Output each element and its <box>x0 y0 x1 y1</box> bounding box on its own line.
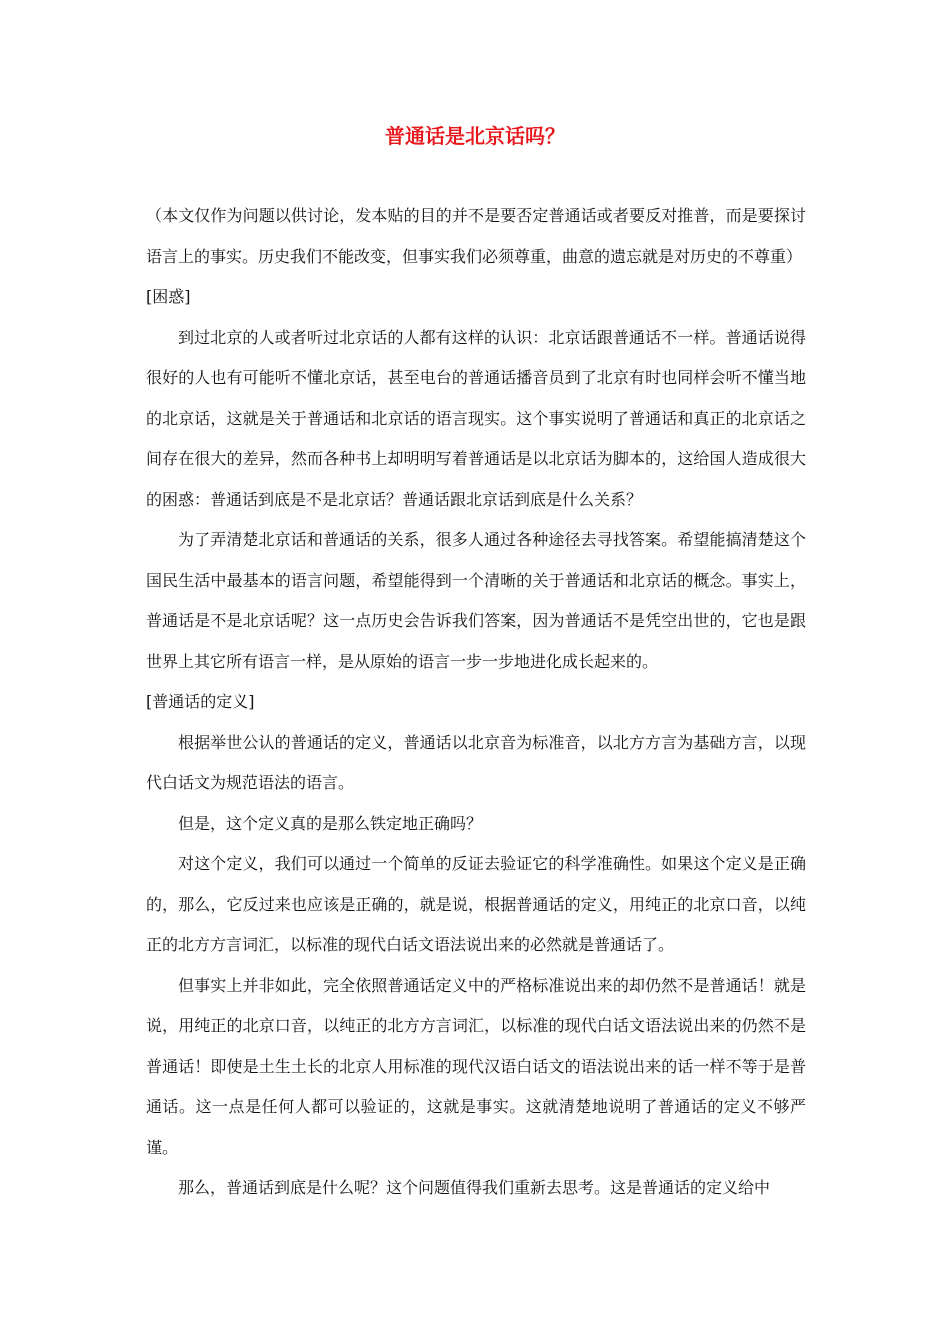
section-heading-definition: [普通话的定义] <box>146 692 255 711</box>
body-paragraph: 根据举世公认的普通话的定义，普通话以北京音为标准音，以北方方言为基础方言，以现代白话文为规范语法的语言。 <box>146 732 806 792</box>
body-paragraph: 到过北京的人或者听过北京话的人都有这样的认识：北京话跟普通话不一样。普通话说得很好的人也有可能听不懂北京话，甚至电台的普通话播音员到了北京有时也同样会听不懂当地的北京话，这就是关于普通话和北京话的语言现实。这个事实说明了普通话和真正的北京话之间存在很大的差异，然而各种书上却明明写着普通话是以北京话为脚本的，这给国人造成很大的困惑：普通话到底是不是北京话？普通话跟北京话到底是什么关系？ <box>146 327 806 509</box>
body-paragraph: 但是，这个定义真的是那么铁定地正确吗？ <box>178 813 483 833</box>
body-paragraph: 但事实上并非如此，完全依照普通话定义中的严格标准说出来的却仍然不是普通话！就是说，用纯正的北京口音，以纯正的北方方言词汇，以标准的现代白话文语法说出来的仍然不是普通话！即使是土生土长的北京人用标准的现代汉语白话文的语法说出来的话一样不等于是普通话。这一点是任何人都可以验证的，这就是事实。这就清楚地说明了普通话的定义不够严谨。 <box>146 975 806 1157</box>
section-heading-confusion: [困惑] <box>146 287 191 306</box>
document-title: 普通话是北京话吗？ <box>385 124 565 148</box>
body-paragraph: 那么，普通话到底是什么呢？这个问题值得我们重新去思考。这是普通话的定义给中 <box>178 1178 771 1197</box>
body-paragraph: 为了弄清楚北京话和普通话的关系，很多人通过各种途径去寻找答案。希望能搞清楚这个国民生活中最基本的语言问题，希望能得到一个清晰的关于普通话和北京话的概念。事实上，普通话是不是北京话呢？这一点历史会告诉我们答案，因为普通话不是凭空出世的，它也是跟世界上其它所有语言一样，是从原始的语言一步一步地进化成长起来的。 <box>146 530 806 671</box>
body-paragraph: 对这个定义，我们可以通过一个简单的反证去验证它的科学准确性。如果这个定义是正确的，那么，它反过来也应该是正确的，就是说，根据普通话的定义，用纯正的北京口音，以纯正的北方方言词汇，以标准的现代白话文语法说出来的必然就是普通话了。 <box>146 854 806 954</box>
document-body <box>146 196 806 1209</box>
intro-note-paragraph: （本文仅作为问题以供讨论，发本贴的目的并不是要否定普通话或者要反对推普，而是要探讨语言上的事实。历史我们不能改变，但事实我们必须尊重，曲意的遗忘就是对历史的不尊重） <box>146 206 806 266</box>
